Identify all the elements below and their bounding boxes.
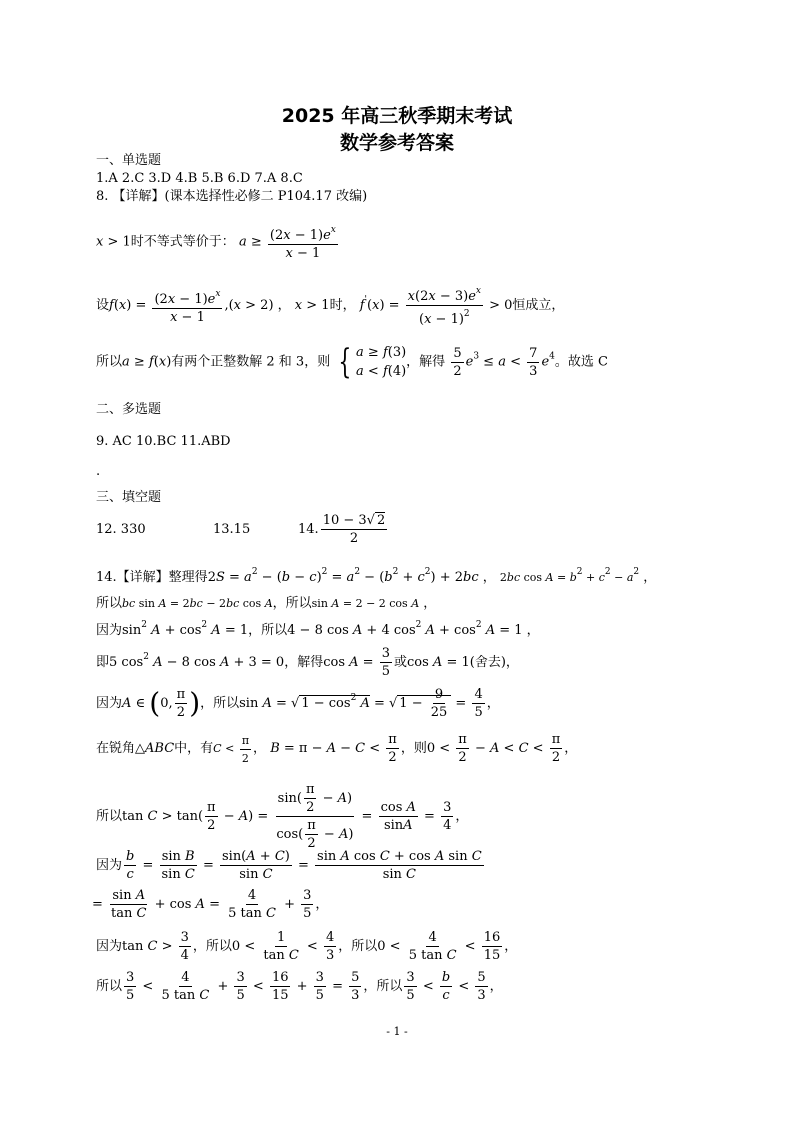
q14-line-1: 14.【详解】整理得$2S = a^2 - (b - c)^2 = a^2 - (b^2 + c^2) + 2bc$ ， 2bc $\cos A = b^2 + c^2 - a^2$ ，: [96, 567, 657, 585]
q14-line-8: 因为 $\frac{b}{c}$ = $\frac{\text{sin B}}{\text{sin C}}$ = $\frac{\sin(A + C)}{\text{sin C}}$ = $\frac{\text{sin A cos C + cos A sin C}}{\text{sin C}}$: [96, 849, 482, 882]
stray-dot: .: [96, 464, 101, 479]
q8-line-1: x > 1时不等式等价于： a ≥ $\frac{(2x - 1)e^x}{x - 1}$: [96, 222, 340, 262]
answer-14: 14. $\frac{10 - 3√ 2}{2}$: [298, 513, 386, 546]
q14-line-4: 即5 $\cos^2 A - 8$ cos A + 3 = 0，解得cos A = $\frac{3}{5}$ 或cos A = 1(舍去)，: [96, 646, 519, 679]
q8-line-2: 设f(x) = $\frac{(2x - 1)e^x}{x - 1}$ ,(x > 2) ， x > 1时， f'(x) = $\frac{x(2x - 3)e^x}{(x - 1)^2}$ > 0恒成立，: [96, 283, 564, 328]
section-2-answers: 9. AC 10.BC 11.ABD: [96, 434, 231, 449]
q14-line-2: 所以bc sin A = 2bc − 2bc cos A，所以sin A = 2 − 2 cos A ，: [96, 596, 437, 611]
title-line-1: 2025 年高三秋季期末考试: [281, 105, 513, 127]
answer-13: 13.15: [213, 522, 251, 537]
q8-line-3: 所以a ≥ f(x)有两个正整数解 2 和 3，则 { a ≥ f(3) a < f(4) ，解得 $\frac{5}{2}$ $e^3 \le a$ < $\frac{7}{3}$ $e^4$。故选 C: [96, 342, 608, 382]
q14-line-7: 所以tan C > tan( $\frac{\pi}{2}$ − A) = sin( $\frac{\pi}{2}$ − A) cos( $\frac{\pi}{2}$ − A) = $\frac{\text{cos A}}{\sin A}$ = $\frac{3}{4}$ ，: [96, 782, 469, 851]
q14-line-6: 在锐角△ABC中，有C < $\frac{\pi}{2}$ ， B = π − A − C < $\frac{\pi}{2}$ ，则0 < $\frac{\pi}{2}$ − A < C < $\frac{\pi}{2}$ ，: [96, 732, 578, 765]
page-number: - 1 -: [386, 1025, 408, 1038]
q14-line-11: 所以 $\frac{3}{5}$ < $\frac{4}{\text{5 tan C}}$ + $\frac{3}{5}$ < $\frac{16}{15}$ + $\frac{3}{5}$ = $\frac{5}{3}$ ，所以 $\frac{3}{5}$ < $\frac{b}{c}$ < $\frac{5}{3}$ ，: [96, 970, 503, 1003]
section-1-answers: 1.A 2.C 3.D 4.B 5.B 6.D 7.A 8.C: [96, 171, 303, 186]
q14-line-10: 因为tan C > $\frac{3}{4}$ ，所以0 < $\frac{1}{\text{tan C}}$ < $\frac{4}{3}$ ，所以0 < $\frac{4}{\text{5 tan C}}$ < $\frac{16}{15}$ ，: [96, 930, 518, 963]
section-3-heading: 三、填空题: [96, 490, 162, 505]
section-1-heading: 一、单选题: [96, 153, 162, 168]
q14-line-3: 因为$\sin^2 A + \cos^2 A = 1$，所以4 − 8 cos A + 4 $\cos^2 A + \cos^2 A = 1$ ，: [96, 620, 540, 638]
title-line-2: 数学参考答案: [339, 132, 454, 154]
q14-line-5: 因为A ∈ (0, $\frac{\pi}{2}$ )，所以sin A = √ $1 - \cos^2 A$ = √ 1 − $\frac{9}{25}$ = $\frac{4}{5}$ ，: [96, 686, 500, 720]
answer-12: 12. 330: [96, 522, 146, 537]
q14-line-9: = $\frac{\text{sin A}}{\text{tan C}}$ + cos A = $\frac{4}{\text{5 tan C}}$ + $\frac{3}{5}$ ，: [92, 888, 329, 921]
section-2-heading: 二、多选题: [96, 402, 162, 417]
q8-detail-heading: 8. 【详解】(课本选择性必修二 P104.17 改编): [96, 189, 368, 204]
